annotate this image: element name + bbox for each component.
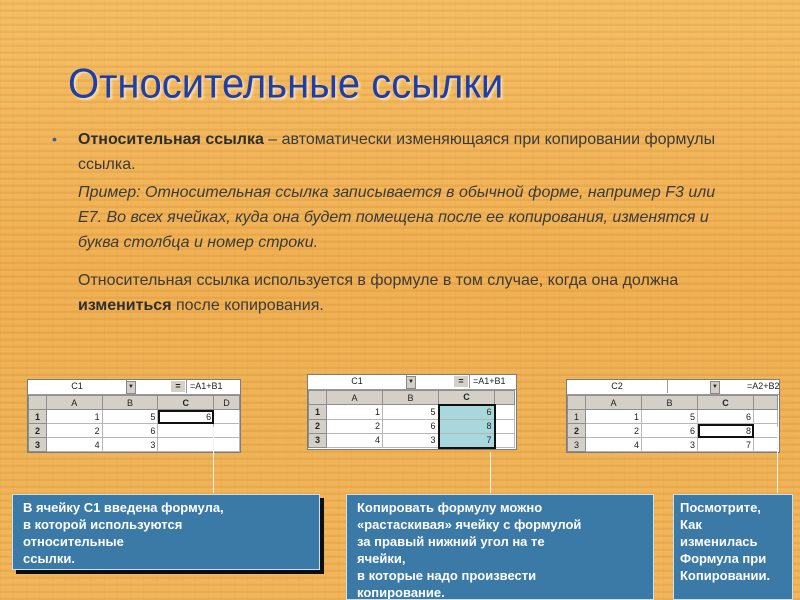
row-header[interactable]: 1 xyxy=(568,410,586,424)
cell[interactable]: 1 xyxy=(327,405,383,420)
chevron-down-icon[interactable]: ▼ xyxy=(126,381,136,394)
formula-bar xyxy=(308,375,516,390)
callout-line: относительные xyxy=(23,534,124,549)
selected-cell[interactable]: 7 xyxy=(439,433,495,448)
usage-paragraph xyxy=(78,268,718,318)
chevron-down-icon[interactable]: ▼ xyxy=(406,376,416,389)
formula-bar xyxy=(567,380,779,395)
cell[interactable]: 3 xyxy=(383,433,439,448)
formula-input[interactable]: =A2+B2 xyxy=(727,380,779,393)
cell[interactable]: 6 xyxy=(642,424,698,438)
callout-copy-formula xyxy=(346,494,654,600)
definition-paragraph xyxy=(78,127,718,177)
name-box[interactable]: C1 xyxy=(28,380,127,393)
usage-text-bold: измениться xyxy=(78,297,172,314)
name-box[interactable]: C2 xyxy=(567,380,668,393)
definition-text: – автоматически изменяющаяся при копировании формулы ссылка. xyxy=(78,131,716,173)
spreadsheet-3 xyxy=(566,379,780,453)
cell[interactable]: 1 xyxy=(586,410,642,424)
usage-text-before: Относительная ссылка используется в формуле в том случае, когда она должна xyxy=(78,272,679,289)
cell[interactable] xyxy=(158,424,214,438)
bullet-icon: • xyxy=(52,131,57,147)
row-header[interactable]: 2 xyxy=(309,419,327,433)
column-header-empty[interactable] xyxy=(495,391,515,405)
column-header[interactable]: A xyxy=(46,396,102,410)
cell[interactable] xyxy=(214,438,240,452)
cell[interactable] xyxy=(754,410,778,424)
corner-cell[interactable] xyxy=(309,391,327,405)
cell[interactable]: 5 xyxy=(642,410,698,424)
slide-title: Относительные ссылки xyxy=(68,60,504,108)
callout-line: копирование. xyxy=(357,585,445,600)
callout-line: ячейки, xyxy=(357,551,406,566)
selected-cell[interactable]: 6 xyxy=(439,405,495,420)
row-header[interactable]: 1 xyxy=(29,410,47,424)
cell[interactable]: 4 xyxy=(46,438,102,452)
cell[interactable]: 1 xyxy=(46,410,102,424)
column-header[interactable]: C xyxy=(439,391,495,405)
cell[interactable]: 3 xyxy=(642,438,698,452)
cell[interactable]: 5 xyxy=(383,405,439,420)
corner-cell[interactable] xyxy=(29,396,47,410)
callout-line: за правый нижний угол на те xyxy=(357,534,545,549)
spreadsheet-2 xyxy=(307,374,517,450)
sheet-grid xyxy=(567,395,778,452)
cell[interactable]: 6 xyxy=(383,419,439,433)
callout-line: Посмотрите, xyxy=(680,500,761,515)
sheet-grid xyxy=(28,395,240,452)
row-header[interactable]: 3 xyxy=(568,438,586,452)
callout-line: в которые надо произвести xyxy=(357,568,537,583)
connector-line-2 xyxy=(490,452,491,493)
callout-line: «растаскивая» ячейку с формулой xyxy=(357,517,582,532)
corner-cell[interactable] xyxy=(568,396,586,410)
active-cell[interactable]: 6 xyxy=(158,410,214,424)
sheet-grid xyxy=(308,390,515,449)
callout-line: Формула при xyxy=(680,551,767,566)
cell[interactable]: 5 xyxy=(102,410,158,424)
chevron-down-icon[interactable]: ▼ xyxy=(710,381,720,394)
cell[interactable]: 2 xyxy=(586,424,642,438)
cell[interactable] xyxy=(495,419,515,433)
row-header[interactable]: 2 xyxy=(29,424,47,438)
connector-line-1 xyxy=(213,427,214,493)
cell[interactable]: 2 xyxy=(327,419,383,433)
callout-line: В ячейку С1 введена формула, xyxy=(23,500,224,515)
usage-text-after: после копирования. xyxy=(171,297,324,314)
formula-input[interactable]: =A1+B1 xyxy=(469,375,516,388)
callout-line: изменилась xyxy=(680,534,758,549)
cell[interactable] xyxy=(214,424,240,438)
cell[interactable]: 4 xyxy=(586,438,642,452)
cell[interactable]: 2 xyxy=(46,424,102,438)
cell[interactable] xyxy=(495,433,515,448)
column-header[interactable]: B xyxy=(383,391,439,405)
equals-icon: = xyxy=(171,381,185,392)
equals-icon: = xyxy=(454,376,468,387)
column-header[interactable]: C xyxy=(698,396,754,410)
column-header[interactable]: A xyxy=(586,396,642,410)
callout-formula-changed xyxy=(673,494,793,600)
active-cell[interactable]: 8 xyxy=(698,424,754,438)
cell[interactable]: 4 xyxy=(327,433,383,448)
formula-input[interactable]: =A1+B1 xyxy=(186,380,240,393)
callout-line: ссылки. xyxy=(23,551,75,566)
row-header[interactable]: 1 xyxy=(309,405,327,420)
cell[interactable] xyxy=(214,410,240,424)
connector-line-3 xyxy=(777,427,778,493)
column-header[interactable]: A xyxy=(327,391,383,405)
cell[interactable]: 3 xyxy=(102,438,158,452)
row-header[interactable]: 3 xyxy=(29,438,47,452)
spreadsheet-1 xyxy=(27,379,241,453)
example-paragraph: Пример: Относительная ссылка записывается в обычной форме, например F3 или E7. Во всех ячейках, куда она будет помещена после ее копирования, изменятся и буква столбца и номер строки. xyxy=(78,184,716,251)
row-header[interactable]: 3 xyxy=(309,433,327,448)
definition-term: Относительная ссылка xyxy=(78,131,264,148)
column-header[interactable]: B xyxy=(642,396,698,410)
column-header-empty[interactable] xyxy=(754,396,778,410)
cell[interactable]: 7 xyxy=(698,438,754,452)
callout-line: Как xyxy=(680,517,702,532)
cell[interactable] xyxy=(754,424,778,438)
cell[interactable]: 6 xyxy=(698,410,754,424)
column-header[interactable]: D xyxy=(214,396,240,410)
callout-line: Копировать формулу можно xyxy=(357,500,543,515)
cell[interactable] xyxy=(158,438,214,452)
cell[interactable] xyxy=(495,405,515,420)
name-box[interactable]: C1 xyxy=(308,375,407,388)
cell[interactable] xyxy=(754,438,778,452)
cell[interactable]: 6 xyxy=(102,424,158,438)
callout-line: Копировании. xyxy=(680,568,771,583)
column-header[interactable]: C xyxy=(158,396,214,410)
row-header[interactable]: 2 xyxy=(568,424,586,438)
selected-cell[interactable]: 8 xyxy=(439,419,495,433)
callout-line: в которой используются xyxy=(23,517,183,532)
formula-bar xyxy=(28,380,240,395)
column-header[interactable]: B xyxy=(102,396,158,410)
callout-formula-entered xyxy=(12,494,320,570)
